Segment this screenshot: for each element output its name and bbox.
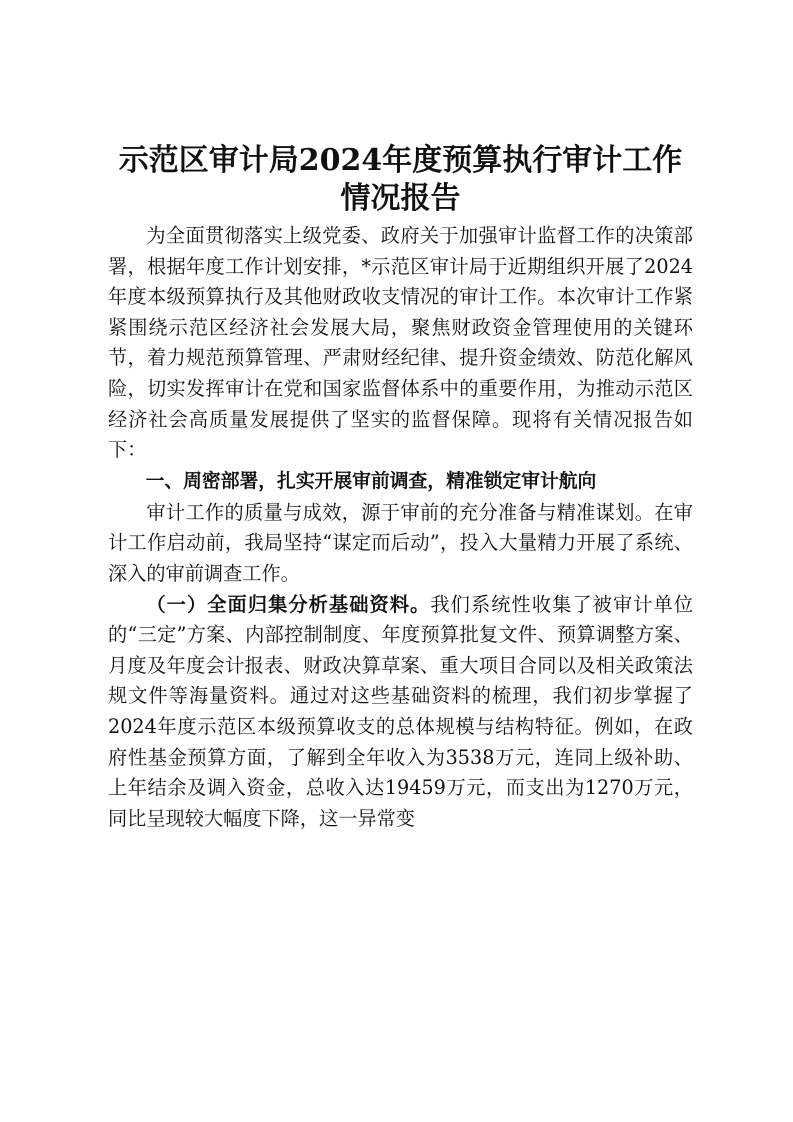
subsection-1-paragraph — [108, 590, 693, 835]
subsection-1-heading: （一）全面归集分析基础资料。 — [146, 592, 431, 616]
document-body — [108, 142, 693, 834]
section-1-heading: 一、周密部署，扎实开展审前调查，精准锁定审计航向 — [145, 470, 597, 492]
section-1-paragraph: 审计工作的质量与成效，源于审前的充分准备与精准谋划。在审计工作启动前，我局坚持“谋定而后动”，投入大量精力开展了系统、深入的审前调查工作。 — [108, 500, 693, 585]
subsection-1-text: 我们系统性收集了被审计单位的“三定”方案、内部控制制度、年度预算批复文件、预算调整方案、月度及年度会计报表、财政决算草案、重大项目合同以及相关政策法规文件等海量资料。通过对这些基础资料的梳理，我们初步掌握了2024年度示范区本级预算收支的总体规模与结构特征。例如，在政府性基金预算方面，了解到全年收入为3538万元，连同上级补助、上年结余及调入资金，总收入达19459万元，而支出为1270万元，同比呈现较大幅度下降，这一异常变 — [108, 592, 694, 830]
document-title: 示范区审计局2024年度预算执行审计工作情况报告 — [118, 143, 683, 216]
intro-paragraph: 为全面贯彻落实上级党委、政府关于加强审计监督工作的决策部署，根据年度工作计划安排，*示范区审计局于近期组织开展了2024年度本级预算执行及其他财政收支情况的审计工作。本次审计工作紧紧围绕示范区经济社会发展大局，聚焦财政资金管理使用的关键环节，着力规范预算管理、严肃财经纪律、提升资金绩效、防范化解风险，切实发挥审计在党和国家监督体系中的重要作用，为推动示范区经济社会高质量发展提供了坚实的监督保障。现将有关情况报告如下： — [108, 224, 693, 462]
